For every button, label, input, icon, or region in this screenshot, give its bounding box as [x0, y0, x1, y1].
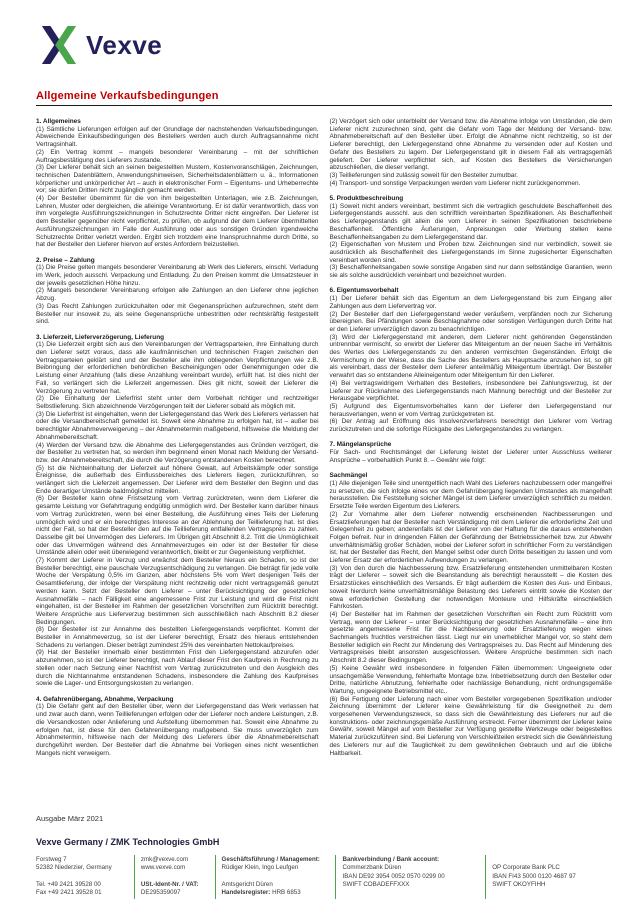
bank1-line: SWIFT COBADEFFXXX: [342, 880, 410, 888]
bank2-block: [492, 864, 606, 889]
section-paragraph: (4) Werden der Versand bzw. die Abnahme des Liefergegenstandes aus Gründen verzögert, die der Besteller zu vertreten hat, so werden ihm beginnend einen Monat nach Meldung der Versand- bzw. der Abnahmebereitschaft, die durch die Verzögerung entstandenen Kosten berechnet.: [36, 441, 319, 464]
bank2-line: IBAN FI43 5000 0120 4687 97: [492, 872, 576, 880]
section-paragraph: (1) Soweit nicht anders vereinbart, bestimmt sich die vertraglich geschuldete Beschaffenheit des Liefergegenstands ausschl. aus den schriftlich vereinbarten Spezifikationen. Als Beschaffenheit des Liefergegenstands gilt allein die vom Lieferer in seinen Spezifikationen beschriebene Beschaffenheit. Öffentliche Äußerungen, Anpreisungen oder Werbung stellen keine Beschaffenheitsangaben zu dem Liefergegenstand dar.: [329, 202, 612, 241]
edition-date: Ausgabe März 2021: [36, 814, 104, 824]
section-paragraph: (4) Bei vertragswidrigem Verhalten des Bestellers, insbesondere bei Zahlungsverzug, ist der Lieferer zur Rücknahme des Liefergegenstands nach Mahnung berechtigt und der Besteller zur Herausgabe verpflichtet.: [329, 379, 612, 403]
section-paragraph: (1) Die Lieferzeit ergibt sich aus den Vereinbarungen der Vertragsparteien, ihre Einhaltung durch den Lieferer setzt voraus, dass alle kaufmännischen und technischen Fragen zwischen den Vertragsparteien geklärt sind und der Besteller alle ihm obliegenden Verpflichtungen wie z.B. Beibringung der erforderlichen behördlichen Bescheinigungen oder Genehmigungen oder die Leistung einer Anzahlung (falls diese Anzahlung vereinbart wurde), erfüllt hat. Ist dies nicht der Fall, so verlängert sich die Lieferzeit angemessen. Dies gilt nicht, soweit der Lieferer die Verzögerung zu vertreten hat.: [36, 341, 319, 395]
address-line: 52382 Niederzier, Germany: [36, 864, 112, 872]
section-paragraph: (3) Von den durch die Nachbesserung bzw. Ersatzlieferung entstehenden unmittelbaren Kosten trägt der Lieferer – soweit sich die Beanstandung als berechtigt herausstellt – die Kosten des Ersatzstückes einschließlich des Versands. Er trägt außerdem die Kosten des Aus- und Einbaus, soweit hierdurch keine unverhältnismäßige Belastung des Lieferers eintritt sowie die Kosten der etwa erforderlichen Gestellung der notwendigen Monteure und Hilfskräfte einschließlich Fahrkosten.: [329, 564, 612, 611]
footer-bank1-col: [335, 855, 485, 899]
section-paragraph: (1) Die Gefahr geht auf den Besteller über, wenn der Liefergegenstand das Werk verlassen hat und zwar auch dann, wenn Teillieferungen erfolgen oder der Lieferer noch andere Leistungen, z.B. die Versandkosten oder Anlieferung und Aufstellung übernommen hat. Soweit eine Abnahme zu erfolgen hat, ist diese für den Gefahrenübergang maßgebend. Sie muss unverzüglich zum Abnahmetermin, hilfsweise nach der Meldung des Lieferers über die Abnahmebereitschaft durchgeführt werden. Der Besteller darf die Abnahme bei Vorliegen eines nicht wesentlichen Mangels nicht verweigern.: [36, 703, 319, 757]
section-heading: 1. Allgemeines: [36, 118, 81, 125]
footer: [36, 814, 612, 899]
section-heading: 2. Preise – Zahlung: [36, 256, 95, 264]
section-paragraph: (4) Transport- und sonstige Verpackungen werden vom Lieferer nicht zurückgenommen.: [329, 179, 581, 187]
section-paragraph: (2) Verzögert sich oder unterbleibt der Versand bzw. die Abnahme infolge von Umständen, die dem Lieferer nicht zuzurechnen sind, geht die Gefahr vom Tage der Meldung der Versand- bzw. Abnahmebereitschaft auf den Besteller über. Erfolgt die Abnahme nicht rechtzeitig, so ist der Lieferer berechtigt, den Liefergegenstand ohne Abnahme zu versenden oder auf Kosten und Gefahr des Bestellers zu lagern. Der Liefergegenstand gilt in diesem Fall als vertragsgemäß geliefert. Der Lieferer verpflichtet sich, auf Kosten des Bestellers die Versicherungen abzuschließen, die dieser verlangt.: [329, 118, 612, 172]
section-paragraph: (2) Ein Vertrag kommt – mangels besonderer Vereinbarung – mit der schriftlichen Auftragsbestätigung des Lieferers zustande.: [36, 148, 319, 164]
footer-address-col: [36, 855, 134, 899]
footer-management-col: [215, 855, 336, 899]
section-paragraph: (2) Mangels besonderer Vereinbarung erfolgen alle Zahlungen an den Lieferer ohne jeglichen Abzug.: [36, 287, 319, 303]
vat-value: DE295359097: [140, 888, 181, 896]
phone-block: [36, 881, 128, 897]
terms-column-left: [36, 118, 319, 830]
section-paragraph: (6) Der Besteller kann ohne Fristsetzung vom Vertrag zurücktreten, wenn dem Lieferer die gesamte Leistung vor Gefahrtragung endgültig unmöglich wird. Der Besteller kann darüber hinaus vom Vertrag zurücktreten, wenn bei einer Bestellung, die Ausführung eines Teils der Lieferung unmöglich wird und er ein berechtigtes Interesse an der Ablehnung der Teillieferung hat. Ist dies nicht der Fall, so hat der Besteller den auf die Teillieferung entfallenden Vertragspreis zu zahlen. Dasselbe gilt bei Unvermögen des Lieferers. Im Übrigen gilt Abschnitt 8.2. Tritt die Unmöglichkeit oder das Unvermögen während des Annahmeverzuges ein oder ist der Besteller für diese Umstände allein oder weit überwiegend verantwortlich, bleibt er zur Gegenleistung verpflichtet.: [36, 495, 319, 557]
section-paragraph: (3) Wird der Liefergegenstand mit anderen, dem Lieferer nicht gehörenden Gegenständen untrennbar vermischt, so erwirbt der Lieferer das Miteigentum an der neuen Sache im Verhältnis des Wertes des Liefergegenstands zu den anderen vermischten Gegenständen. Erfolgt die Vermischung in der Weise, dass die Sache des Bestellers als Hauptsache anzusehen ist, so gilt als vereinbart, dass der Besteller dem Lieferer anteilmäßig Miteigentum überträgt. Der Besteller verwahrt das so entstandene Alleineigentum oder Miteigentum für den Lieferer.: [329, 333, 612, 380]
section-heading: 4. Gefahrenübergang, Abnahme, Verpackung: [36, 695, 174, 703]
section-paragraph: Für Sach- und Rechtsmängel der Lieferung leistet der Lieferer unter Ausschluss weiterer Ansprüche – vorbehaltlich Punkt 8. – Gewähr wie folgt:: [329, 449, 612, 464]
section-paragraph: (2) Die Einhaltung der Lieferfrist steht unter dem Vorbehalt richtiger und rechtzeitiger Selbstlieferung. Sich abzeichnende Verzögerungen teilt der Lieferer sobald als möglich mit.: [36, 395, 319, 410]
terms-section: [36, 334, 319, 688]
vat-label: USt.-Ident-Nr. / VAT:: [140, 880, 199, 888]
section-paragraph: (5) Ist die Nichteinhaltung der Lieferzeit auf höhere Gewalt, auf Arbeitskämpfe oder sonstige Ereignisse, die außerhalb des Einflussbereiches des Lieferers liegen, zurückzuführen, so verlängert sich die Lieferzeit angemessen. Der Lieferer wird dem Besteller den Beginn und das Ende derartiger Umstände baldmöglichst mitteilen.: [36, 464, 319, 495]
vexve-logo: [40, 26, 162, 64]
section-paragraph: (1) Alle diejenigen Teile sind unentgeltlich nach Wahl des Lieferers nachzubessern oder mangelfrei zu ersetzen, die sich infolge eines vor dem Gefahrübergang liegenden Umstandes als mangelhaft herausstellen. Die Feststellung solcher Mängel ist dem Lieferer unverzüglich schriftlich zu melden. Ersetzte Teile werden Eigentum des Lieferers.: [329, 479, 612, 511]
terms-section: [36, 696, 319, 758]
website-text: www.vexve.com: [140, 864, 186, 872]
phone-line: Tel. +49 2421 39528 00: [36, 880, 101, 888]
terms-body: [36, 118, 612, 830]
section-paragraph: (3) Teillieferungen sind zulässig soweit für den Besteller zumutbar.: [329, 171, 518, 179]
register-line: [222, 889, 330, 897]
bank1-block: [342, 864, 479, 889]
brand-wordmark: Vexve: [86, 29, 163, 60]
terms-section: [330, 441, 613, 464]
vexve-x-icon: [40, 26, 78, 64]
section-paragraph: (8) Der Besteller ist zur Annahme des bestellten Liefergegenstands verpflichtet. Kommt der Besteller in Annahmeverzug, so ist der Lieferer berechtigt, Ersatz des hieraus entstehenden Schadens zu verlangen. Dieser beträgt zumindest 25% des vereinbarten Nettokaufpreises.: [36, 626, 319, 649]
footer-contact-col: [134, 855, 215, 899]
section-paragraph: (6) Bei Fertigung oder Lieferung nach einer vom Besteller vorgegebenen Spezifikation und/oder Zeichnung übernimmt der Lieferer keine Gewährleistung für die Geeignetheit zu dem vorgesehenen Verwendungszweck, so dass sich die Gewährleistung des Lieferers nur auf die konstruktions- oder zeichnungsgemäße Ausführung erstreckt. Ferner übernimmt der Lieferer keine Gewähr, soweit Mängel auf vom Besteller zur Verfügung gestellte Werkzeuge oder beigestelltes Material zurückzuführen sind. Bei Lieferung von Verschleißteilen erstreckt sich die Gewährleistung des Lieferers nur auf die Tauglichkeit zu dem gewöhnlichen Gebrauch und auf die übliche Haltbarkeit.: [329, 695, 612, 757]
terms-section: [36, 257, 319, 326]
section-heading: 3. Lieferzeit, Lieferverzögerung, Lieferung: [36, 333, 165, 341]
section-paragraph: (3) Das Recht Zahlungen zurückzuhalten oder mit Gegenansprüchen aufzurechnen, steht dem Besteller nur insoweit zu, als seine Gegenansprüche unbestritten oder rechtskräftig festgestellt sind.: [36, 302, 319, 326]
section-paragraph: (5) Keine Gewähr wird insbesondere in folgenden Fällen übernommen: Ungeeignete oder unsachgemäße Verwendung, fehlerhafte Montage bzw. Inbetriebsetzung durch den Besteller oder Dritte, natürliche Abnutzung, fehlerhafte oder nachlässige Behandlung, nicht ordnungsgemäße Wartung, ungeeignete Betriebsmittel etc..: [329, 664, 612, 695]
terms-section: [36, 118, 319, 249]
address-line: Forstweg 7: [36, 856, 67, 864]
bank1-line: Commerzbank Düren: [342, 864, 402, 872]
phone-line: Fax +49 2421 39528 01: [36, 888, 102, 896]
company-name: Vexve Germany / ZMK Technologies GmbH: [36, 837, 220, 848]
section-paragraph: (7) Kommt der Lieferer in Verzug und erwächst dem Besteller hieraus ein Schaden, so ist der Besteller berechtigt, eine pauschale Verzugsentschädigung zu verlangen. Die beträgt für jede volle Woche der Verspätung 0,5% im Ganzen, aber höchstens 5% vom Wert desjenigen Teils der Gesamtlieferung, der infolge der Verspätung nicht rechtzeitig oder nicht vertragsgemäß genutzt werden kann. Setzt der Besteller dem Lieferer – unter Berücksichtigung der gesetzlichen Ausnahmefälle – nach Fälligkeit eine angemessene Frist zur Leistung und wird die Frist nicht eingehalten, ist der Besteller im Rahmen der gesetzlichen Vorschriften zum Rücktritt berechtigt. Weitere Ansprüche aus Lieferverzug bestimmen sich ausschließlich nach Abschnitt 8.2 dieser Bedingungen.: [36, 557, 319, 626]
footer-bank2-col: [485, 855, 612, 899]
bank1-line: IBAN DE92 3954 0052 0570 0299 00: [342, 872, 445, 880]
section-paragraph: (1) Die Preise gelten mangels besonderer Vereinbarung ab Werk des Lieferers, einschl. Verladung im Werk, jedoch ausschl. Verpackung und Entladung. Zu den Preisen kommt die Umsatzsteuer in der jeweils gesetzlichen Höhe hinzu.: [36, 264, 319, 287]
section-heading: Sachmängel: [329, 472, 368, 480]
section-paragraph: (3) Der Lieferer behält sich an seinen beigestellten Mustern, Kostenvoranschlägen, Zeichnungen, technischen Datenblättern, Anwendungshinweisen, Sicherheitsdatenblättern u. ä., Informationen körperlicher und unkörperlicher Art – auch in elektronischer Form – Eigentums- und Urheberrechte vor; sie dürfen Dritten nicht zugänglich gemacht werden.: [36, 164, 319, 195]
terms-section: [330, 287, 613, 433]
address-block: [36, 856, 128, 872]
section-paragraph: (3) Beschaffenheitsangaben sowie sonstige Angaben sind nur dann selbständige Garantien, wenn sie als solche ausdrücklich vereinbart und bezeichnet wurden.: [329, 264, 612, 280]
terms-section: [330, 472, 613, 757]
bank-label: Bankverbindung / Bank account:: [342, 856, 440, 864]
section-paragraph: (1) Sämtliche Lieferungen erfolgen auf der Grundlage der nachstehenden Verkaufsbedingungen. Abweichende Einkaufsbedingungen des Bestellers werden auch durch Auftragsannahme nicht Vertragsinhalt.: [36, 125, 319, 149]
terms-column-right: [330, 118, 613, 830]
court-text: Amtsgericht Düren: [221, 880, 273, 888]
section-paragraph: (3) Die Lieferfrist ist eingehalten, wenn der Liefergegenstand das Werk des Lieferers verlassen hat oder die Versandbereitschaft gemeldet ist. Soweit eine Abnahme zu erfolgen hat, ist – außer bei berechtigter Abnahmeverweigerung – der Abnahmetermin maßgebend, hilfsweise die Meldung der Abnahmebereitschaft.: [36, 410, 319, 441]
section-heading: 5. Produktbeschreibung: [329, 195, 404, 203]
management-label: Geschäftsführung / Management:: [221, 856, 320, 864]
section-paragraph: (4) Der Besteller übernimmt für die von ihm beigestellten Unterlagen, wie z.B. Zeichnungen, Lehren, Muster oder dergleichen, die alleinige Verantwortung. Er ist dafür verantwortlich, dass von ihm vorgelegte Ausführungszeichnungen in Schutzrechte Dritter nicht eingreifen. Der Lieferer ist dem Besteller gegenüber nicht verpflichtet, zu prüfen, ob aufgrund der dem Lieferer übermittelten Ausführungszeichnungen im Falle der Ausführung oder aus sonstigen Gründen irgendwelche Schutzrechte Dritter verletzt werden. Ergibt sich trotzdem eine Inanspruchnahme durch Dritte, so hat der Besteller den Lieferer hiervon auf erstes Anfordern freizustellen.: [36, 195, 319, 249]
bank2-line: SWIFT OKOYFIHH: [492, 880, 546, 888]
section-paragraph: (2) Eigenschaften von Mustern und Proben bzw. Zeichnungen sind nur verbindlich, soweit sie ausdrücklich als Beschaffenheit des Liefergegenstands im Sinne zugesicherter Eigenschaften vereinbart worden sind.: [329, 241, 612, 264]
section-paragraph: (9) Hat der Besteller innerhalb einer bestimmten Frist den Liefergegenstand abzurufen oder abzunehmen, so ist der Lieferer berechtigt, nach Ablauf dieser Frist den Kaufpreis in Rechnung zu stellen oder nach Setzung einer Nachfrist vom Vertrag zurückzutreten und den Ausgleich des durch die Nichtannahme entstandenen Schadens, insbesondere die Zahlung des Kaufpreises sowie die Lager- und Entsorgungskosten zu verlangen.: [36, 649, 319, 688]
register-value: HRB 6853: [272, 888, 301, 896]
terms-section: [330, 118, 613, 187]
title-rule: [36, 90, 612, 106]
section-paragraph: (6) Der Antrag auf Eröffnung des Insolvenzverfahrens berechtigt den Lieferer vom Vertrag zurückzutreten und die sofortige Rückgabe des Liefergegenstandes zu verlangen.: [329, 418, 612, 434]
email-text: zmk@vexve.com: [140, 856, 189, 864]
page-title: Allgemeine Verkaufsbedingungen: [36, 90, 219, 102]
management-value: Rüdiger Klein, Ingo Leufgen: [221, 864, 299, 872]
bank2-line: OP Corporate Bank PLC: [492, 864, 560, 872]
section-paragraph: (1) Der Lieferer behält sich das Eigentum an dem Liefergegenstand bis zum Eingang aller Zahlungen aus dem Liefervertrag vor.: [329, 295, 612, 310]
section-paragraph: (2) Zur Vornahme aller dem Lieferer notwendig erscheinenden Nachbesserungen und Ersatzlieferungen hat der Besteller nach Verständigung mit dem Lieferer die erforderliche Zeit und Gelegenheit zu geben; anderenfalls ist der Lieferer von der Haftung für die daraus entstehenden Folgen befreit. Nur in dringenden Fällen der Gefährdung der Betriebssicherheit bzw. zur Abwehr unverhältnismäßig großer Schäden, wobei der Lieferer sofort in schriftlicher Form zu verständigen ist, hat der Besteller das Recht, den Mangel selbst oder durch Dritte beseitigen zu lassen und vom Lieferer Ersatz der erforderlichen Aufwendungen zu verlangen.: [329, 510, 612, 565]
section-heading: 7. Mängelansprüche: [329, 441, 392, 449]
register-label: Handelsregister:: [221, 888, 271, 896]
section-paragraph: (2) Der Besteller darf den Liefergegenstand weder veräußern, verpfänden noch zur Sicherung übereignen. Bei Pfändungen sowie Beschlagnahme oder sonstigen Verfügungen durch Dritte hat er den Lieferer unverzüglich davon zu benachrichtigen.: [329, 310, 612, 333]
section-paragraph: (5) Aufgrund des Eigentumsvorbehaltes kann der Lieferer den Liefergegenstand nur herausverlangen, wenn er vom Vertrag zurückgetreten ist.: [329, 402, 612, 418]
section-paragraph: (4) Der Besteller hat im Rahmen der gesetzlichen Vorschriften ein Recht zum Rücktritt vom Vertrag, wenn der Lieferer – unter Berücksichtigung der gesetzlichen Ausnahmefälle – eine ihm gesetzte angemessene Frist für die Nachbesserung oder Ersatzlieferung wegen eines Sachmangels fruchtlos verstreichen lässt. Liegt nur ein unerheblicher Mangel vor, so steht dem Besteller lediglich ein Recht zur Minderung des Vertragspreises zu. Das Recht auf Minderung des Vertragspreises bleibt ansonsten ausgeschlossen. Weitere Ansprüche bestimmen sich nach Abschnitt 8.2 dieser Bedingungen.: [329, 610, 612, 665]
section-heading: 6. Eigentumsvorbehalt: [329, 287, 399, 295]
footer-grid: [36, 855, 612, 899]
terms-section: [330, 195, 613, 280]
